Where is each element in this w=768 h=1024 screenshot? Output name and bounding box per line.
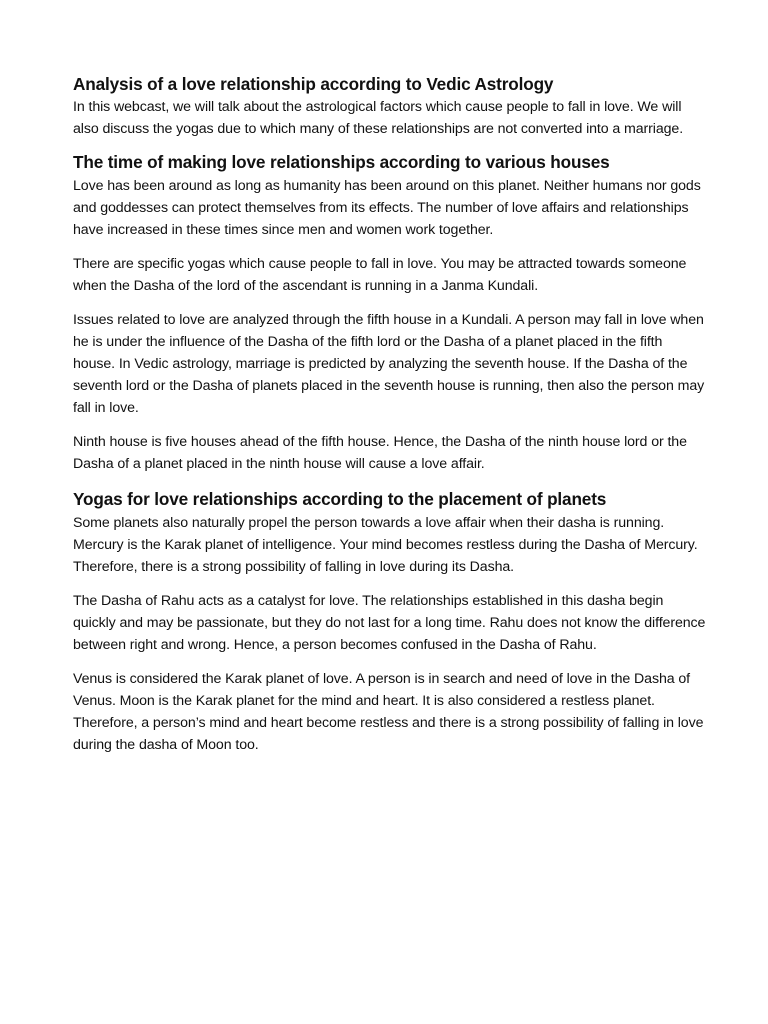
section-intro bbox=[73, 72, 708, 140]
paragraph: There are specific yogas which cause people to fall in love. You may be attracted towards someone when the Dasha of the lord of the ascendant is running in a Janma Kundali. bbox=[73, 256, 687, 294]
paragraph: The Dasha of Rahu acts as a catalyst for love. The relationships established in this dasha begin quickly and may be passionate, but they do not last for a long time. Rahu does not know the difference between right and wrong. Hence, a person becomes confused in the Dasha of Rahu. bbox=[73, 593, 706, 653]
paragraph: In this webcast, we will talk about the astrological factors which cause people to fall in love. We will also discuss the yogas due to which many of these relationships are not converted into a marriage. bbox=[73, 99, 684, 137]
paragraph: Issues related to love are analyzed through the fifth house in a Kundali. A person may fall in love when he is under the influence of the Dasha of the fifth lord or the Dasha of a planet placed in the fifth house. In Vedic astrology, marriage is predicted by analyzing the seventh house. If the Dasha of the seventh lord or the Dasha of planets placed in the seventh house is running, then also the person may fall in love. bbox=[73, 312, 705, 416]
section-houses bbox=[73, 150, 708, 475]
paragraph: Venus is considered the Karak planet of love. A person is in search and need of love in the Dasha of Venus. Moon is the Karak planet for the mind and heart. It is also considered a restless planet. Therefore, a person’s mind and heart become restless and there is a strong possibility of falling in love during the dasha of Moon too. bbox=[73, 671, 704, 753]
section-heading: Yogas for love relationships according to the placement of planets bbox=[73, 489, 607, 509]
paragraph: Some planets also naturally propel the person towards a love affair when their dasha is running. Mercury is the Karak planet of intelligence. Your mind becomes restless during the Dasha of Mercury. Therefore, there is a strong possibility of falling in love during its Dasha. bbox=[73, 515, 698, 575]
section-heading: Analysis of a love relationship according to Vedic Astrology bbox=[73, 74, 554, 94]
paragraph: Ninth house is five houses ahead of the fifth house. Hence, the Dasha of the ninth house lord or the Dasha of a planet placed in the ninth house will cause a love affair. bbox=[73, 434, 687, 472]
section-heading: The time of making love relationships according to various houses bbox=[73, 152, 610, 172]
section-planets bbox=[73, 487, 708, 756]
paragraph: Love has been around as long as humanity has been around on this planet. Neither humans nor gods and goddesses can protect themselves from its effects. The number of love affairs and relationships have increased in these times since men and women work together. bbox=[73, 178, 701, 238]
